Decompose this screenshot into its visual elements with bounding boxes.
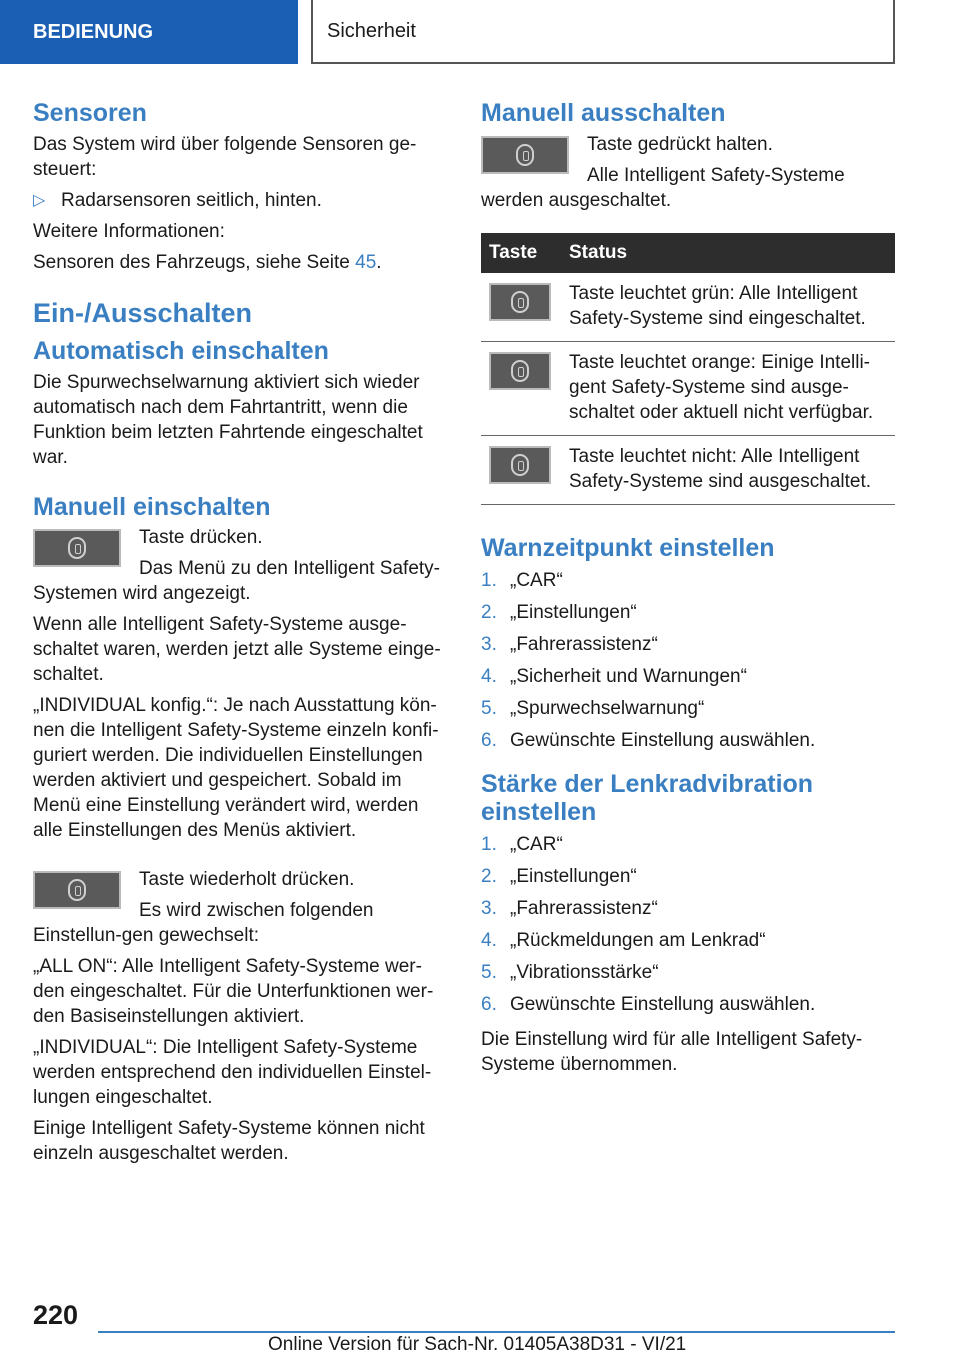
all-on-text: „ALL ON“: Alle Intelligent Safety-Systeme wer-den eingeschaltet. Für die Unterfunktionen wer-den Basiseinstellungen aktiviert. xyxy=(33,956,434,1028)
safety-button-green-icon xyxy=(489,283,551,321)
list-item: 1. „CAR“ xyxy=(481,570,563,591)
press-text: Taste drücken. xyxy=(139,527,263,549)
all-off-result: Alle Intelligent Safety-Systeme werden ausgeschaltet. xyxy=(481,164,845,211)
table-header-status: Status xyxy=(561,233,895,273)
list-item: 3. „Fahrerassistenz“ xyxy=(481,634,658,655)
list-item: 4. „Sicherheit und Warnungen“ xyxy=(481,666,747,687)
sensoren-heading: Sensoren xyxy=(33,99,147,127)
warn-steps xyxy=(481,568,896,753)
triangle-bullet-icon: ▷ xyxy=(33,191,46,209)
manuell-aus-heading: Manuell ausschalten xyxy=(481,99,726,127)
section-tab: BEDIENUNG xyxy=(0,0,298,64)
list-item: 4. „Rückmeldungen am Lenkrad“ xyxy=(481,930,766,951)
vib-steps xyxy=(481,832,896,1017)
individual-text: „INDIVIDUAL“: Die Intelligent Safety-Systeme werden entsprechend den individuellen Einstel-lungen eingeschaltet. xyxy=(33,1037,432,1109)
hold-text: Taste gedrückt halten. xyxy=(587,133,773,155)
all-off-text: Wenn alle Intelligent Safety-Systeme ausge-schaltet waren, werden jetzt alle Systeme einge-schaltet. xyxy=(33,614,441,686)
status-cell: Taste leuchtet nicht: Alle Intelligent Safety-Systeme sind ausgeschaltet. xyxy=(561,435,895,504)
sensoren-text: Das System wird über folgende Sensoren ge-steuert: xyxy=(33,133,417,180)
chapter-tab: Sicherheit xyxy=(311,0,895,64)
table-header-taste: Taste xyxy=(481,233,561,273)
safety-button-orange-icon xyxy=(489,352,551,390)
safety-button-icon xyxy=(481,136,569,174)
left-column xyxy=(33,100,448,1172)
some-text: Einige Intelligent Safety-Systeme können nicht einzeln ausgeschaltet werden. xyxy=(33,1118,425,1165)
list-item: 1. „CAR“ xyxy=(481,834,563,855)
safety-button-icon xyxy=(33,529,121,567)
list-item: 6. Gewünschte Einstellung auswählen. xyxy=(481,730,816,751)
status-table xyxy=(481,233,895,505)
individual-konfig-text: „INDIVIDUAL konfig.“: Je nach Ausstattung kön-nen die Intelligent Safety-Systeme einzeln konfi-guriert werden. Die individuellen Einstellungen werden aktiviert und gespeichert. Sobald im Menü eine Einstellung verändert wird, werden alle Einstellungen des Menüs aktiviert. xyxy=(33,695,439,842)
list-item: 6. Gewünschte Einstellung auswählen. xyxy=(481,994,816,1015)
ein-aus-heading: Ein-/Ausschalten xyxy=(33,297,253,328)
list-item: 2. „Einstellungen“ xyxy=(481,602,637,623)
auto-heading: Automatisch einschalten xyxy=(33,337,329,366)
switch-text: Es wird zwischen folgenden Einstellun-gen gewechselt: xyxy=(33,900,374,947)
list-item: 5. „Spurwechselwarnung“ xyxy=(481,698,705,719)
list-item: 3. „Fahrerassistenz“ xyxy=(481,898,658,919)
footer-divider xyxy=(98,1331,895,1333)
page-link-45[interactable]: 45 xyxy=(355,251,377,273)
page-number: 220 xyxy=(33,1300,79,1330)
press-again-text: Taste wiederholt drücken. xyxy=(139,869,355,891)
safety-button-icon xyxy=(33,871,121,909)
footer-text: Online Version für Sach-Nr. 01405A38D31 - VI/21 xyxy=(268,1334,687,1355)
table-row xyxy=(481,341,895,435)
sensoren-reference: Sensoren des Fahrzeugs, siehe Seite 45. xyxy=(33,251,382,273)
table-row xyxy=(481,273,895,342)
right-column xyxy=(481,100,896,1083)
vib-heading: Stärke der Lenkradvibration einstellen xyxy=(481,770,814,826)
safety-button-off-icon xyxy=(489,446,551,484)
auto-text: Die Spurwechselwarnung aktiviert sich wieder automatisch nach dem Fahrtantritt, wenn die Funktion beim letzten Fahrtende eingeschaltet war. xyxy=(33,371,423,468)
list-item: 2. „Einstellungen“ xyxy=(481,866,637,887)
status-cell: Taste leuchtet orange: Einige Intelli-gent Safety-Systeme sind ausge-schaltet oder aktuell nicht verfügbar. xyxy=(561,341,895,435)
list-item: 5. „Vibrationsstärke“ xyxy=(481,962,659,983)
more-info-label: Weitere Informationen: xyxy=(33,220,225,242)
warn-heading: Warnzeitpunkt einstellen xyxy=(481,533,775,562)
sensoren-bullet: ▷ Radarsensoren seitlich, hinten. xyxy=(33,189,322,211)
status-cell: Taste leuchtet grün: Alle Intelligent Safety-Systeme sind eingeschaltet. xyxy=(561,273,895,342)
manuell-ein-heading: Manuell einschalten xyxy=(33,492,271,521)
vib-note: Die Einstellung wird für alle Intelligent Safety-Systeme übernommen. xyxy=(481,1029,863,1075)
table-row xyxy=(481,435,895,504)
menu-text: Das Menü zu den Intelligent Safety-Systemen wird angezeigt. xyxy=(33,558,441,605)
